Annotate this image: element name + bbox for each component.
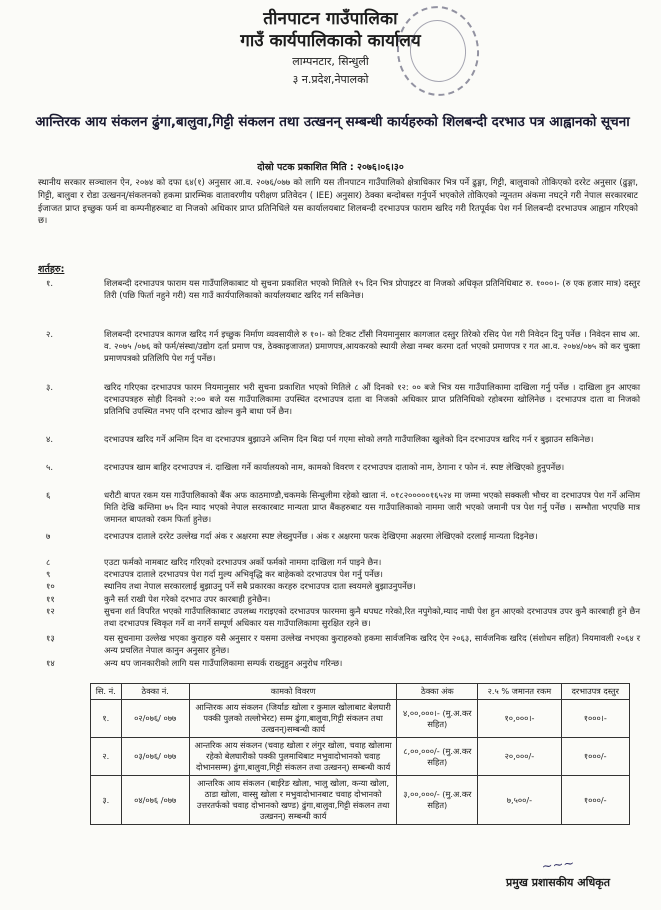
term-text: शिलबन्दी दरभाउपत्र फाराम यस गाउँपालिकाबाट यो सुचना प्रकाशित भएको मितिले १५ दिन भित्र प्रोपाइटर वा निजको अधिकृत प्रतिनिधिबाट रु. १०००।- (रु एक हजार मात्र) दस्तुर तिरी (पछि फिर्ता नहुने गरी) यस गाउँ कार्यपालिकाको कार्यालयबाट खरिद गर्न सकिनेछ। (104, 278, 640, 301)
term-number: १४ (46, 658, 55, 668)
seal-inner-ring (406, 16, 470, 85)
cell-fee: १०००।- (561, 700, 629, 738)
address-line: लाम्पनटार, सिन्धुली (292, 55, 369, 68)
table-header-row (91, 684, 630, 700)
cell-fee: १०००/- (561, 776, 629, 825)
intro-paragraph: स्थानीय सरकार सञ्चालन ऐन, २०७४ को दफा ६४(१) अनुसार आ.व. २०७६/०७७ को लागि यस तीनपाटन गाउँपालिको क्षेत्राधिकार भित्र पर्ने ढुङ्गा, गिट्टी, बालुवाको तोकिएको दररेट अनुसार (ढुङ्गा, गिट्टी, बालुवा र रोडा उत्खनन्/संकलनको हकमा प्रारम्भिक वातावरणीय परीक्षण प्रतिवेदन ( IEE) अनुसार) ठेक्का बन्दोबस्त गर्नुपर्ने भएकोले तोकिएको न्यूनतम अंकमा नघट्ने गरी नेपाल सरकारबाट ईजाजत प्राप्त इच्छुक फर्म वा कम्पनीहरुबाट वा निजको अधिकार प्राप्त प्रतिनिधिले यस कार्यालयबाट शिलबन्दी दरभाउपत्र फाराम खरिद गरी रितपूर्वक पेश गर्न शिलबन्दी दरभाउपत्र आह्वान गरिएको छ। (38, 178, 638, 227)
letterhead (0, 8, 661, 88)
cell-description: आन्तरिक आय संकलन (बाईरेङ खोला, भालु खोला, कन्या खोला, ठाडा खोला, वास्सु खोला र मभुवादोभानबाट चवाह दोभानको उत्तरतर्फको चवाह दोभानको खण्ड) ढुंगा,बालुवा,गिट्टी संकलन तथा उत्खनन्) सम्बन्धी कार्य (189, 776, 396, 825)
term-number: १२ (46, 606, 55, 616)
cell-description: आन्तिरक आय संकलन (जिर्याङ खोला र कुमाल खोलाबाट बेलघारी पक्की पुलको तल्लोभेरट) सम्म ढुंगा,बालुवा,गिट्टी संकलन तथा उत्खनन्)सम्बन्धी कार्य (189, 700, 396, 738)
signature-block (468, 858, 648, 890)
term-text: धरौटी बापत रकम यस गाउँपालिकाको बैंक अफ काठमाण्डौ,चकमके सिन्धुलीमा रहेको खाता नं. ०१८२०००००१६५२४ मा जम्मा भएको सक्कली भौचर वा दरभाउपत्र पेश गर्ने अन्तिम मिति देखि कम्तिमा ७५ दिन म्याद भएको नेपाल सरकारबाट मान्यता प्राप्त बैंकहरुबाट यस गाउँपालिकाको नाममा जारी भएको जमानी पत्र पेश गर्नु पर्नेछ । सम्भौता भएपछि मात्र जमानत बापतको रकम फिर्ता हुनेछ। (104, 490, 640, 525)
cell-deposit: १०,०००।- (478, 700, 561, 738)
cell-contract-no: ०३/०७६/ ०७७ (121, 738, 189, 776)
term-text: अन्य थप जानकारीको लागि यस गाउँपालिकामा सम्पर्क राख्नुहुन अनुरोध गरिन्छ। (104, 658, 343, 668)
cell-serial: २. (91, 738, 122, 776)
term-number: ९ (46, 569, 51, 579)
signatory-title: प्रमुख प्रशासकीय अधिकृत (506, 876, 610, 889)
term-text: शिलबन्दी दरभाउपत्र कागज खरिद गर्न इच्छुक निर्माण व्यवसायीले रु १०।- को टिकट टाँसी नियमानुसार कागजात दस्तुर तिरेको रसिद पेश गरी निवेदन दिनु पर्नेछ । निवेदन साथ आ. व. २०७५ /०७६ को फर्म/संस्था/उद्योग दर्ता प्रमाण पत्र, ठेक्काइजाजत) प्रमाणपत्र,आयकरको स्थायी लेखा नम्बर करमा दर्ता भएको प्रमाणपत्र र गत आ.व. २०७४/०७५ को कर चुक्ता प्रमाणपत्रको प्रतिलिपि पेश गर्नु पर्नेछ। (104, 329, 640, 364)
table-row (91, 776, 630, 825)
term-text: दरभाउपत्र दाताले दरभाउपत्र पेश गर्दा मुल्य अभिवृद्धि कर बाहेकको दरभाउपत्र पेश गर्नु पर्नेछ। (104, 569, 383, 579)
publication-date: दोस्रो पटक प्रकाशित मिति : २०७६।०६।३० (257, 162, 404, 173)
contracts-table (90, 683, 630, 825)
term-text: दरभाउपत्र खाम बाहिर दरभाउपत्र नं. दाखिला गर्ने कार्यालयको नाम, कामको विवरण र दरभाउपत्र दाताको नाम, ठेगाना र फोन नं. स्पष्ट लेखिएको हुनुपर्नेछ। (104, 462, 565, 472)
term-number: १० (46, 581, 55, 591)
signature-scribble-icon: ~~~ (540, 856, 576, 875)
col-serial: सि. नं. (91, 684, 122, 700)
office-name: गाउँ कार्यपालिकाको कार्यालय (240, 31, 421, 51)
term-text: दरभाउपत्र दाताले दररेट उल्लेख गर्दा अंक र अक्षरमा स्पष्ट लेख्नुपर्नेछ । अंक र अक्षरमा फरक देखिएमा अक्षरमा लेखिएको दरलाई मान्यता दिइनेछ। (104, 531, 538, 541)
terms-heading: शर्तहरु: (38, 264, 65, 275)
term-text: कुनै सर्त राखी पेश गरेको दरभाउ उपर कारबाही हुनेछैन। (104, 594, 271, 604)
cell-fee: १०००/- (561, 738, 629, 776)
term-text: खरिद गरिएका दरभाउपत्र फारम नियमानुसार भरी सुचना प्रकाशित भएको मितिले ८ औं दिनको १२: ०० बजे भित्र यस गाउँपालिकामा दाखिला गर्नु पर्नेछ । दाखिला हुन आएका दरभाउपत्रहरु सोही दिनको २:०० बजे यस गाउँपालिकामा उपस्थित दरभाउपत्र दाता वा निजको अधिकार प्राप्त प्रतिनिधिको रहोबरमा खोलिनेछ । दरभाउपत्र दाता वा निजको प्रतिनिधि उपस्थित नभए पनि दरभाउ खोल्न कुनै बाधा पर्ने छैन। (104, 382, 640, 417)
cell-contract-no: ०४/०७६ /०७७ (121, 776, 189, 825)
municipality-name: तीनपाटन गाउँपालिका (263, 9, 398, 29)
term-text: सुचना शर्त विपरित भएको गाउँपालिकाबाट उपलब्ध गराइएको दरभाउपत्र फारममा कुनै थपघट गरेको,रित नपुगेको,म्याद नाघी पेश हुन आएको दरभाउपत्र उपर कुनै कारबाही हुने छैन तथा दरभाउपत्र स्विकृत गर्ने वा नगर्ने सम्पूर्ण अधिकार यस गाउँपालिकामा सुरक्षित रहने छ। (104, 606, 640, 629)
term-number: १. (46, 278, 54, 288)
term-number: ३. (46, 382, 54, 392)
cell-serial: १. (91, 700, 122, 738)
province-line: ३ न.प्रदेश,नेपालको (292, 73, 369, 86)
term-number: ७ (46, 531, 51, 541)
cell-estimate: ३,००,०००/- (मु.अ.कर सहित) (397, 776, 478, 825)
table-row (91, 738, 630, 776)
term-number: ८ (46, 557, 51, 567)
term-number: ११ (46, 594, 55, 604)
term-number: ६ (46, 490, 51, 500)
term-number: ५. (46, 462, 54, 472)
cell-serial: ३. (91, 776, 122, 825)
cell-contract-no: ०२/०७६/ ०७७ (121, 700, 189, 738)
term-number: १३ (46, 633, 55, 643)
col-estimate: ठेक्का अंक (397, 684, 478, 700)
cell-estimate: ८,००,०००/- (मु.अ.कर सहित) (397, 738, 478, 776)
col-fee: दरभाउपत्र दस्तुर (561, 684, 629, 700)
cell-deposit: २०,०००/- (478, 738, 561, 776)
term-text: एउटा फर्मको नामबाट खरिद गरिएको दरभाउपत्र अर्को फर्मको नाममा दाखिला गर्न पाइने छैन। (104, 557, 382, 567)
term-number: २. (46, 329, 54, 339)
cell-deposit: ७,५००/- (478, 776, 561, 825)
term-text: यस सुचनामा उल्लेख भएका कुराहरु यसै अनुसार र यसमा उल्लेख नभएका कुराहरुको हकमा सार्वजनिक खरिद ऐन २०६३, सार्वजनिक खरिद (संशोधन सहित) नियमावली २०६४ र अन्य प्रचलित नेपाल कानुन अनुसार हुनेछ। (104, 633, 640, 656)
cell-estimate: ४,००,०००।- (मु.अ.कर सहित) (397, 700, 478, 738)
term-text: स्थानिय तथा नेपाल सरकारलाई बुझाउनु पर्ने सबै प्रकारका करहरु दरभाउपत्र दाता स्वयमले बुझाउनुपर्नेछ। (104, 581, 416, 591)
col-contract-no: ठेक्का नं. (121, 684, 189, 700)
cell-description: आन्तरिक आय संकलन (चवाह खोला र लंगुर खोला, चवाह खोलामा रहेको बेलघारीको पक्की पुलमाथिबाट मभुवादोभानको चवाह दोभानसम्म) ढुंगा,बालुवा,गिट्टी संकलन तथा उत्खनन्) सम्बन्धी कार्य (189, 738, 396, 776)
term-number: ४. (46, 434, 54, 444)
table-row (91, 700, 630, 738)
notice-title: आन्तिरक आय संकलन ढुंगा,बालुवा,गिट्टी संकलन तथा उत्खनन् सम्बन्धी कार्यहरुको शिलबन्दी दरभाउ पत्र आह्वानको सूचना (35, 114, 630, 130)
col-deposit: २.५ % जमानत रकम (478, 684, 561, 700)
term-text: दरभाउपत्र खरिद गर्ने अन्तिम दिन वा दरभाउपत्र बुझाउने अन्तिम दिन बिदा पर्न गएमा सोको लगतै गाउँपालिका खुलेको दिन दरभाउपत्र खरिद गर्न र बुझाउन सकिनेछ। (104, 434, 594, 444)
col-description: कामको विवरण (189, 684, 396, 700)
